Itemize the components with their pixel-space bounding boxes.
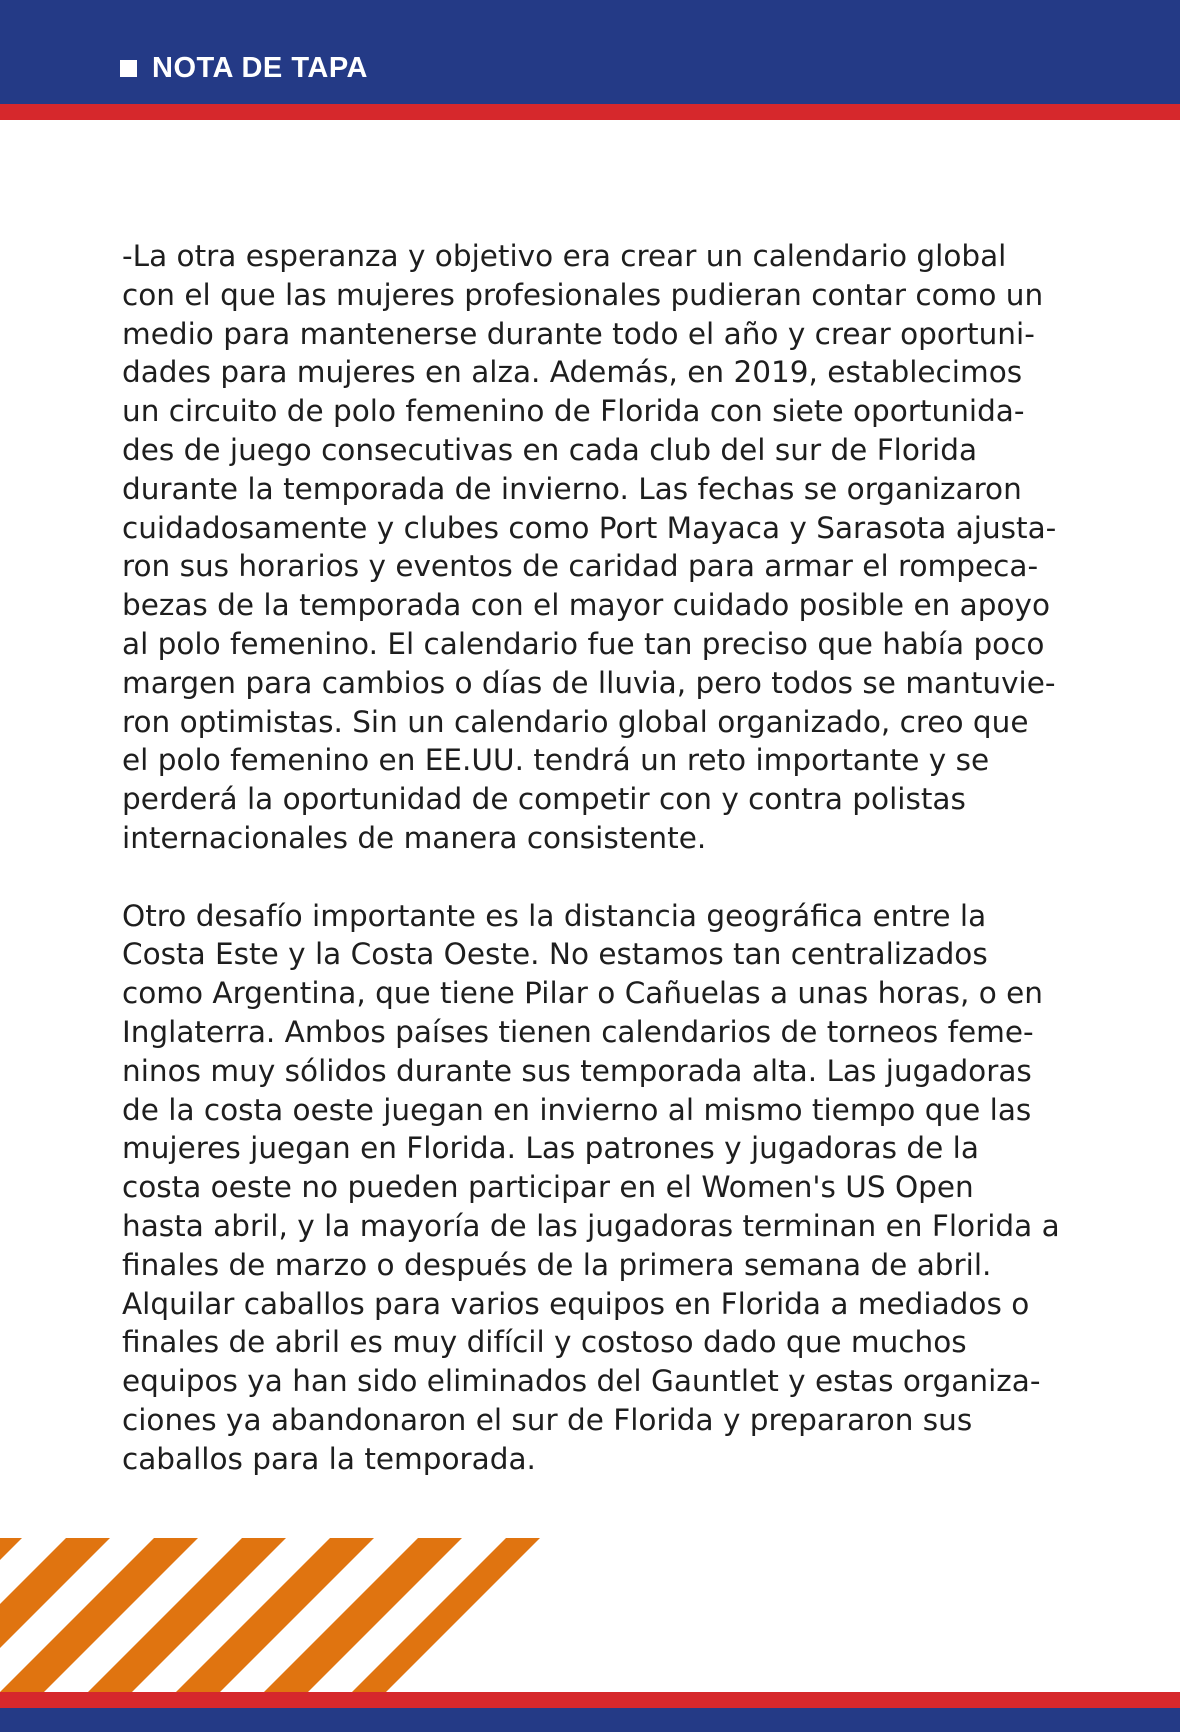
article-paragraph: -La otra esperanza y objetivo era crear un calendario global con el que las mujeres profesionales pudieran contar como un medio para mantenerse durante todo el año y crear oportuni- dades para mujeres en alza. Además, en 2019, establecimos un circuito de polo femenino de Florida con siete oportunida- des de juego consecutivas en cada club del sur de Florida durante la temporada de invierno. Las fechas se organizaron cuidadosamente y clubes como Port Mayaca y Sarasota ajusta- ron sus horarios y eventos de caridad para armar el rompeca- bezas de la temporada con el mayor cuidado posible en apoyo al polo femenino. El calendario fue tan preciso que había poco margen para cambios o días de lluvia, pero todos se mantuvie- ron optimistas. Sin un calendario global organizado, creo que el polo femenino en EE.UU. tendrá un reto importante y se perderá la oportunidad de competir con y contra polistas internacionales de manera consistente. — [122, 239, 1057, 855]
section-label — [120, 48, 368, 88]
square-bullet-icon — [120, 60, 137, 77]
header-red-rule — [0, 104, 1180, 120]
section-label-text: NOTA DE TAPA — [152, 51, 368, 84]
article-body — [122, 237, 1082, 1479]
footer-red-rule — [0, 1692, 1180, 1708]
footer-band — [0, 1708, 1180, 1732]
article-paragraph: Otro desafío importante es la distancia geográfica entre la Costa Este y la Costa Oeste. No estamos tan centralizados como Argentina, que tiene Pilar o Cañuelas a unas horas, o en Inglaterra. Ambos países tienen calendarios de torneos feme- ninos muy sólidos durante sus temporada alta. Las jugadoras de la costa oeste juegan en invierno al mismo tiempo que las mujeres juegan en Florida. Las patrones y jugadoras de la costa oeste no pueden participar en el Women's US Open hasta abril, y la mayoría de las jugadoras terminan en Florida a finales de marzo o después de la primera semana de abril. Alquilar caballos para varios equipos en Florida a mediados o finales de abril es muy difícil y costoso dado que muchos equipos ya han sido eliminados del Gauntlet y estas organiza- ciones ya abandonaron el sur de Florida y prepararon sus caballos para la temporada. — [122, 898, 1060, 1476]
diagonal-stripes-decoration — [0, 1538, 560, 1692]
